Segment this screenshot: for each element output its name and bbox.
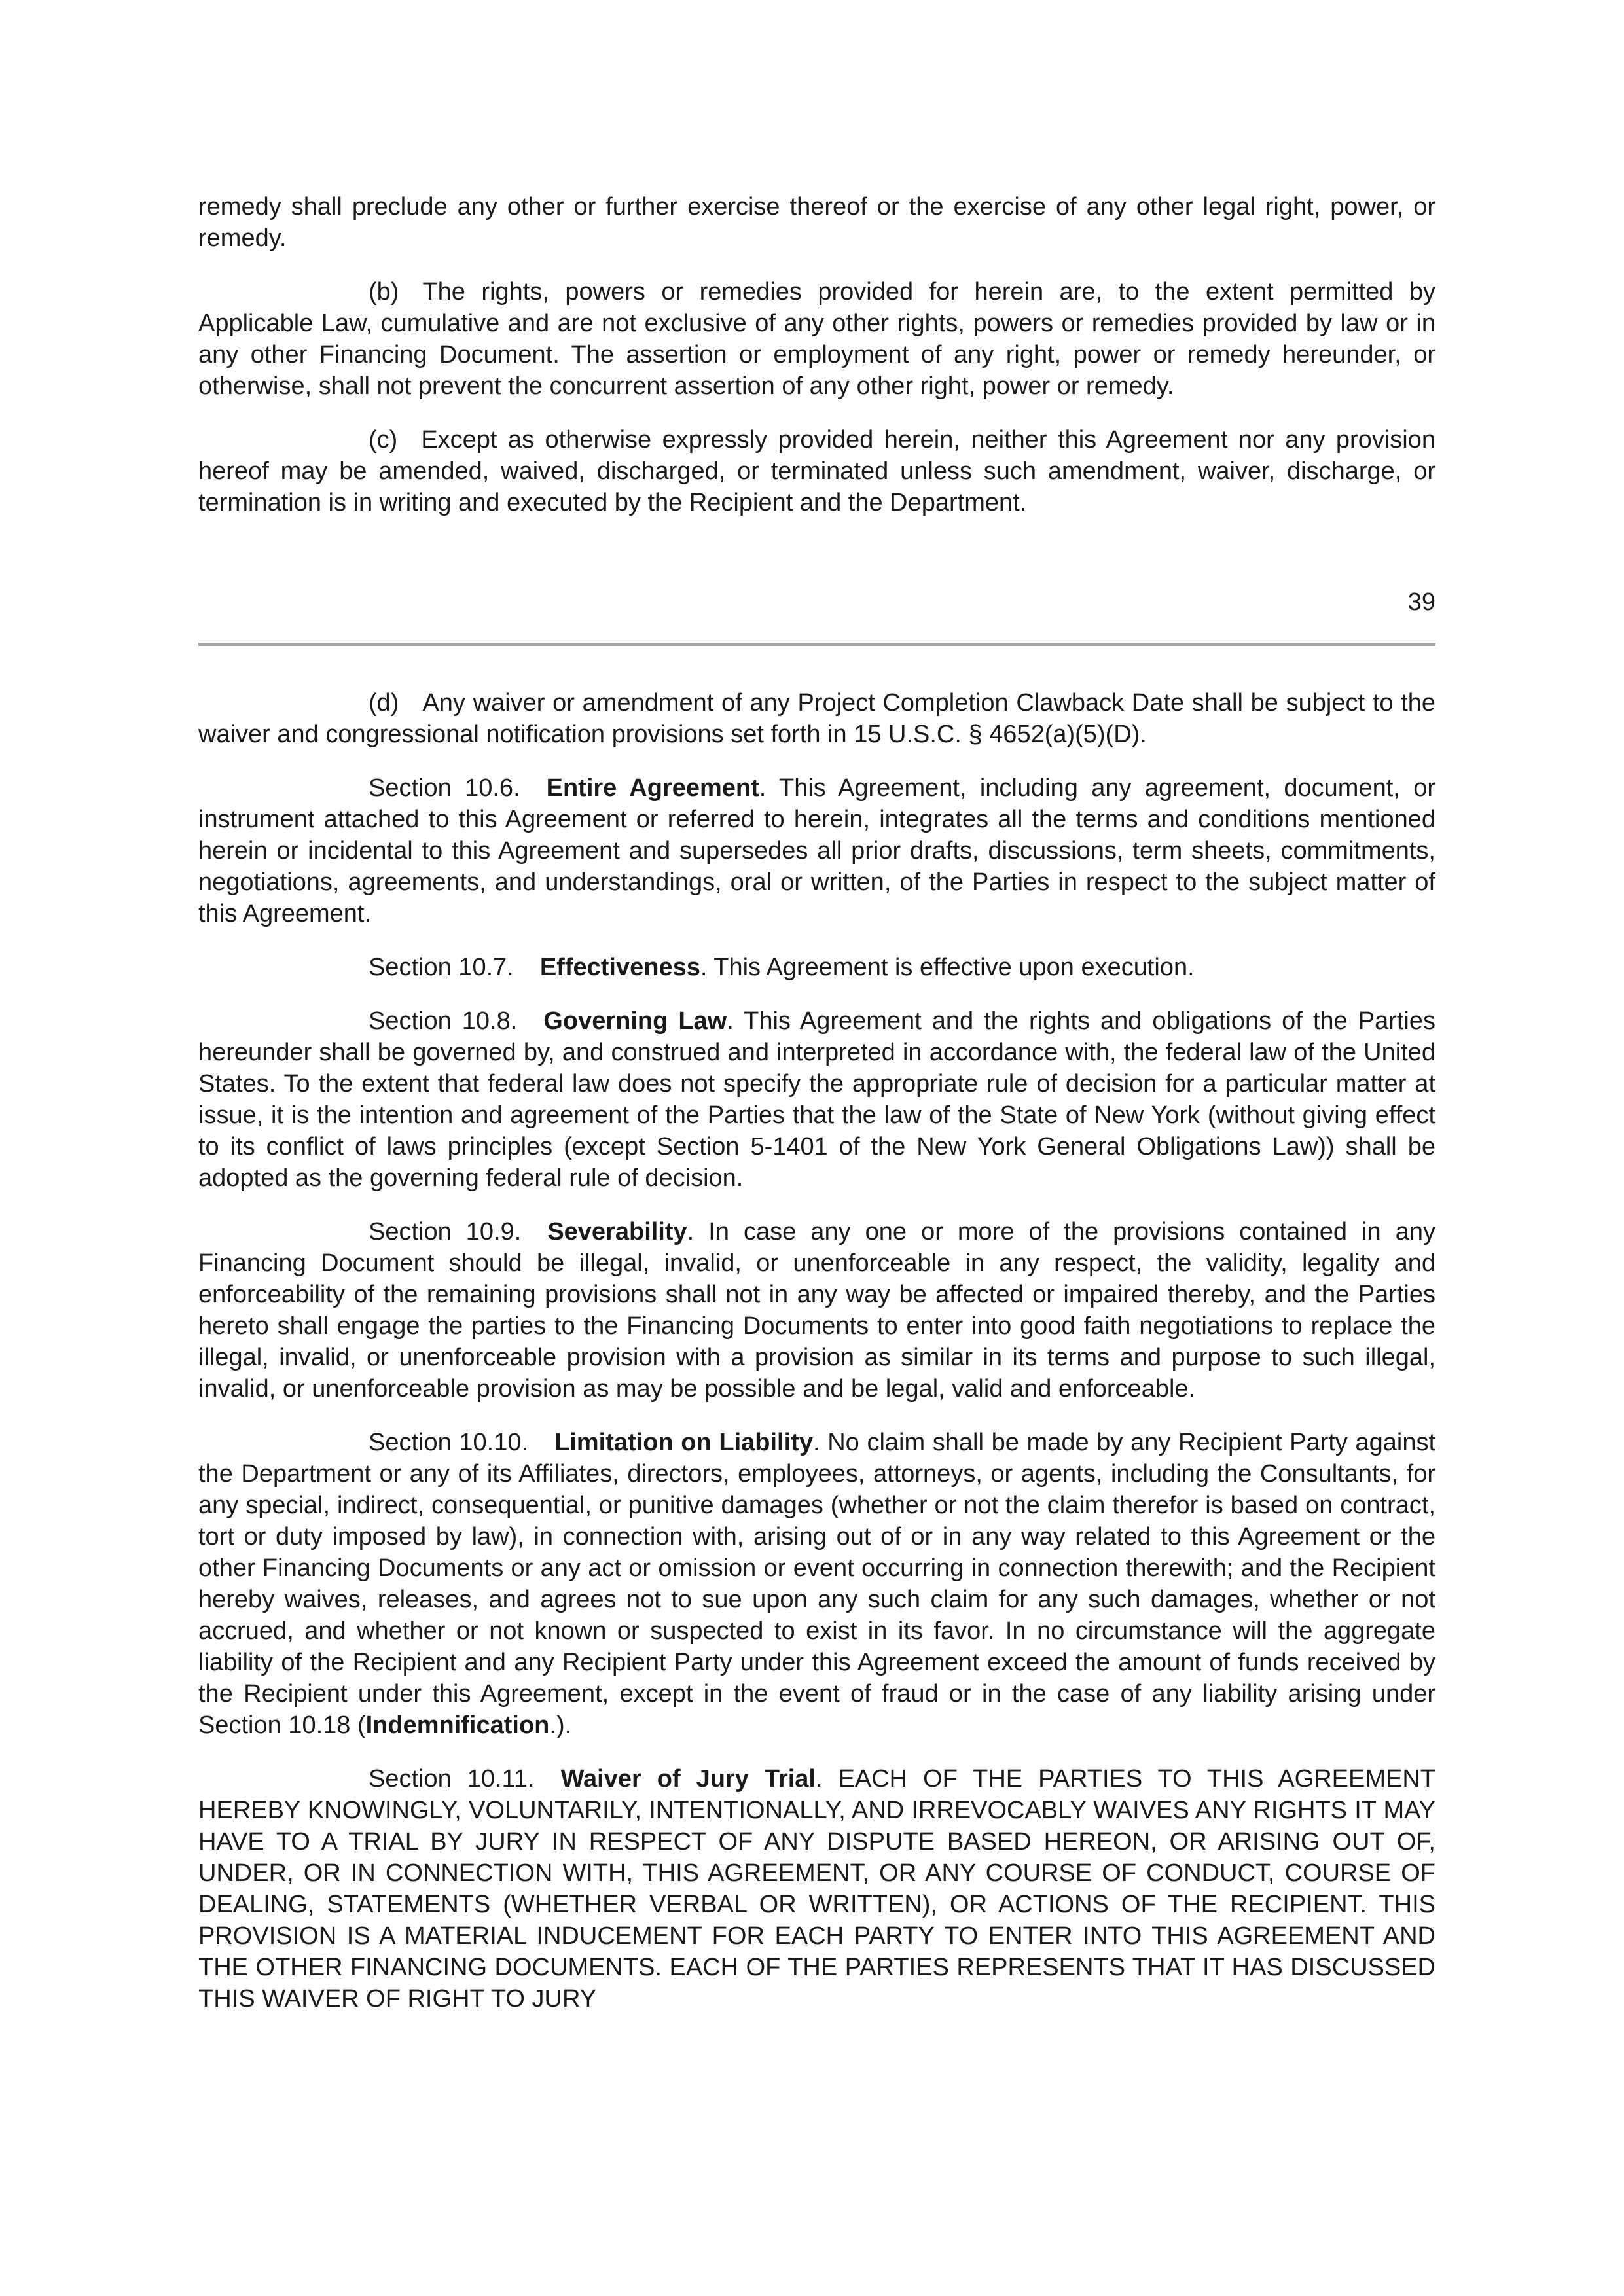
page-divider xyxy=(198,643,1435,646)
subsection-d xyxy=(198,687,1435,750)
section-number: Section 10.6. xyxy=(369,774,520,802)
subsection-letter: (b) xyxy=(369,278,399,306)
section-number: Section 10.10. xyxy=(369,1429,529,1456)
section-10-8 xyxy=(198,1005,1435,1194)
section-heading: Effectiveness xyxy=(539,954,700,981)
section-10-10 xyxy=(198,1427,1435,1741)
subsection-text: Except as otherwise expressly provided herein, neither this Agreement nor any provision hereof may be amended, waived, discharged, or terminated unless such amendment, waiver, discharge, or termination is in writing and executed by the Recipient and the Department. xyxy=(198,426,1435,516)
section-10-11 xyxy=(198,1763,1435,2015)
section-text: . EACH OF THE PARTIES TO THIS AGREEMENT HEREBY KNOWINGLY, VOLUNTARILY, INTENTIONALLY, AND IRREVOCABLY WAIVES ANY RIGHTS IT MAY HAVE TO A TRIAL BY JURY IN RESPECT OF ANY DISPUTE BASED HEREON, OR ARISING OUT OF, UNDER, OR IN CONNECTION WITH, THIS AGREEMENT, OR ANY COURSE OF CONDUCT, COURSE OF DEALING, STATEMENTS (WHETHER VERBAL OR WRITTEN), OR ACTIONS OF THE RECIPIENT. THIS PROVISION IS A MATERIAL INDUCEMENT FOR EACH PARTY TO ENTER INTO THIS AGREEMENT AND THE OTHER FINANCING DOCUMENTS. EACH OF THE PARTIES REPRESENTS THAT IT HAS DISCUSSED THIS WAIVER OF RIGHT TO JURY xyxy=(198,1765,1435,2013)
continuation-paragraph: remedy shall preclude any other or further exercise thereof or the exercise of any other legal right, power, or remedy. xyxy=(198,193,1435,252)
page-39-bottom xyxy=(198,191,1435,541)
section-10-6 xyxy=(198,772,1435,929)
section-10-9 xyxy=(198,1216,1435,1405)
section-heading: Governing Law xyxy=(543,1007,727,1035)
page-number: 39 xyxy=(1407,588,1435,616)
section-number: Section 10.8. xyxy=(369,1007,518,1035)
section-heading: Limitation on Liability xyxy=(554,1429,813,1456)
section-number: Section 10.11. xyxy=(369,1765,535,1793)
section-10-7 xyxy=(198,952,1435,983)
section-text: . This Agreement is effective upon execution. xyxy=(700,954,1195,981)
section-text: . This Agreement and the rights and obligations of the Parties hereunder shall be governed by, and construed and interpreted in accordance with, the federal law of the United States. To the extent that federal law does not specify the appropriate rule of decision for a particular matter at issue, it is the intention and agreement of the Parties that the law of the State of New York (without giving effect to its conflict of laws principles (except Section 5-1401 of the New York General Obligations Law)) shall be adopted as the governing federal rule of decision. xyxy=(198,1007,1435,1192)
subsection-letter: (d) xyxy=(369,689,399,717)
section-number: Section 10.9. xyxy=(369,1218,522,1246)
subsection-letter: (c) xyxy=(369,426,398,454)
subsection-c xyxy=(198,424,1435,518)
section-text: . This Agreement, including any agreement, document, or instrument attached to this Agreement or referred to herein, integrates all the terms and conditions mentioned herein or incidental to this Agreement and supersedes all prior drafts, discussions, term sheets, commitments, negotiations, agreements, and understandings, oral or written, of the Parties in respect to the subject matter of this Agreement. xyxy=(198,774,1435,927)
section-text: . In case any one or more of the provisions contained in any Financing Document should be illegal, invalid, or unenforceable in any respect, the validity, legality and enforceability of the remaining provisions shall not in any way be affected or impaired thereby, and the Parties hereto shall engage the parties to the Financing Documents to enter into good faith negotiations to replace the illegal, invalid, or unenforceable provision with a provision as similar in its terms and purpose to such illegal, invalid, or unenforceable provision as may be possible and be legal, valid and enforceable. xyxy=(198,1218,1435,1403)
section-text: . No claim shall be made by any Recipient Party against the Department or any of its Affiliates, directors, employees, attorneys, or agents, including the Consultants, for any special, indirect, consequential, or punitive damages (whether or not the claim therefor is based on contract, tort or duty imposed by law), in connection with, arising out of or in any way related to this Agreement or the other Financing Documents or any act or omission or event occurring in connection therewith; and the Recipient hereby waives, releases, and agrees not to sue upon any such claim for any such damages, whether or not accrued, and whether or not known or suspected to exist in its favor. In no circumstance will the aggregate liability of the Recipient and any Recipient Party under this Agreement exceed the amount of funds received by the Recipient under this Agreement, except in the event of fraud or in the case of any liability arising under Section 10.18 ( xyxy=(198,1429,1436,1739)
section-reference-tail: .). xyxy=(549,1712,572,1739)
subsection-text: Any waiver or amendment of any Project Completion Clawback Date shall be subject to the waiver and congressional notification provisions set forth in 15 U.S.C. § 4652(a)(5)(D). xyxy=(198,689,1435,748)
subsection-text: The rights, powers or remedies provided for herein are, to the extent permitted by Applicable Law, cumulative and are not exclusive of any other rights, powers or remedies provided by law or in any other Financing Document. The assertion or employment of any right, power or remedy hereunder, or otherwise, shall not prevent the concurrent assertion of any other right, power or remedy. xyxy=(198,278,1435,400)
section-reference: Indemnification xyxy=(365,1712,550,1739)
page-40-top xyxy=(198,687,1435,2037)
section-number: Section 10.7. xyxy=(369,954,514,981)
section-heading: Entire Agreement xyxy=(546,774,759,802)
section-heading: Severability xyxy=(547,1218,687,1246)
subsection-b xyxy=(198,276,1435,402)
section-heading: Waiver of Jury Trial xyxy=(560,1765,816,1793)
